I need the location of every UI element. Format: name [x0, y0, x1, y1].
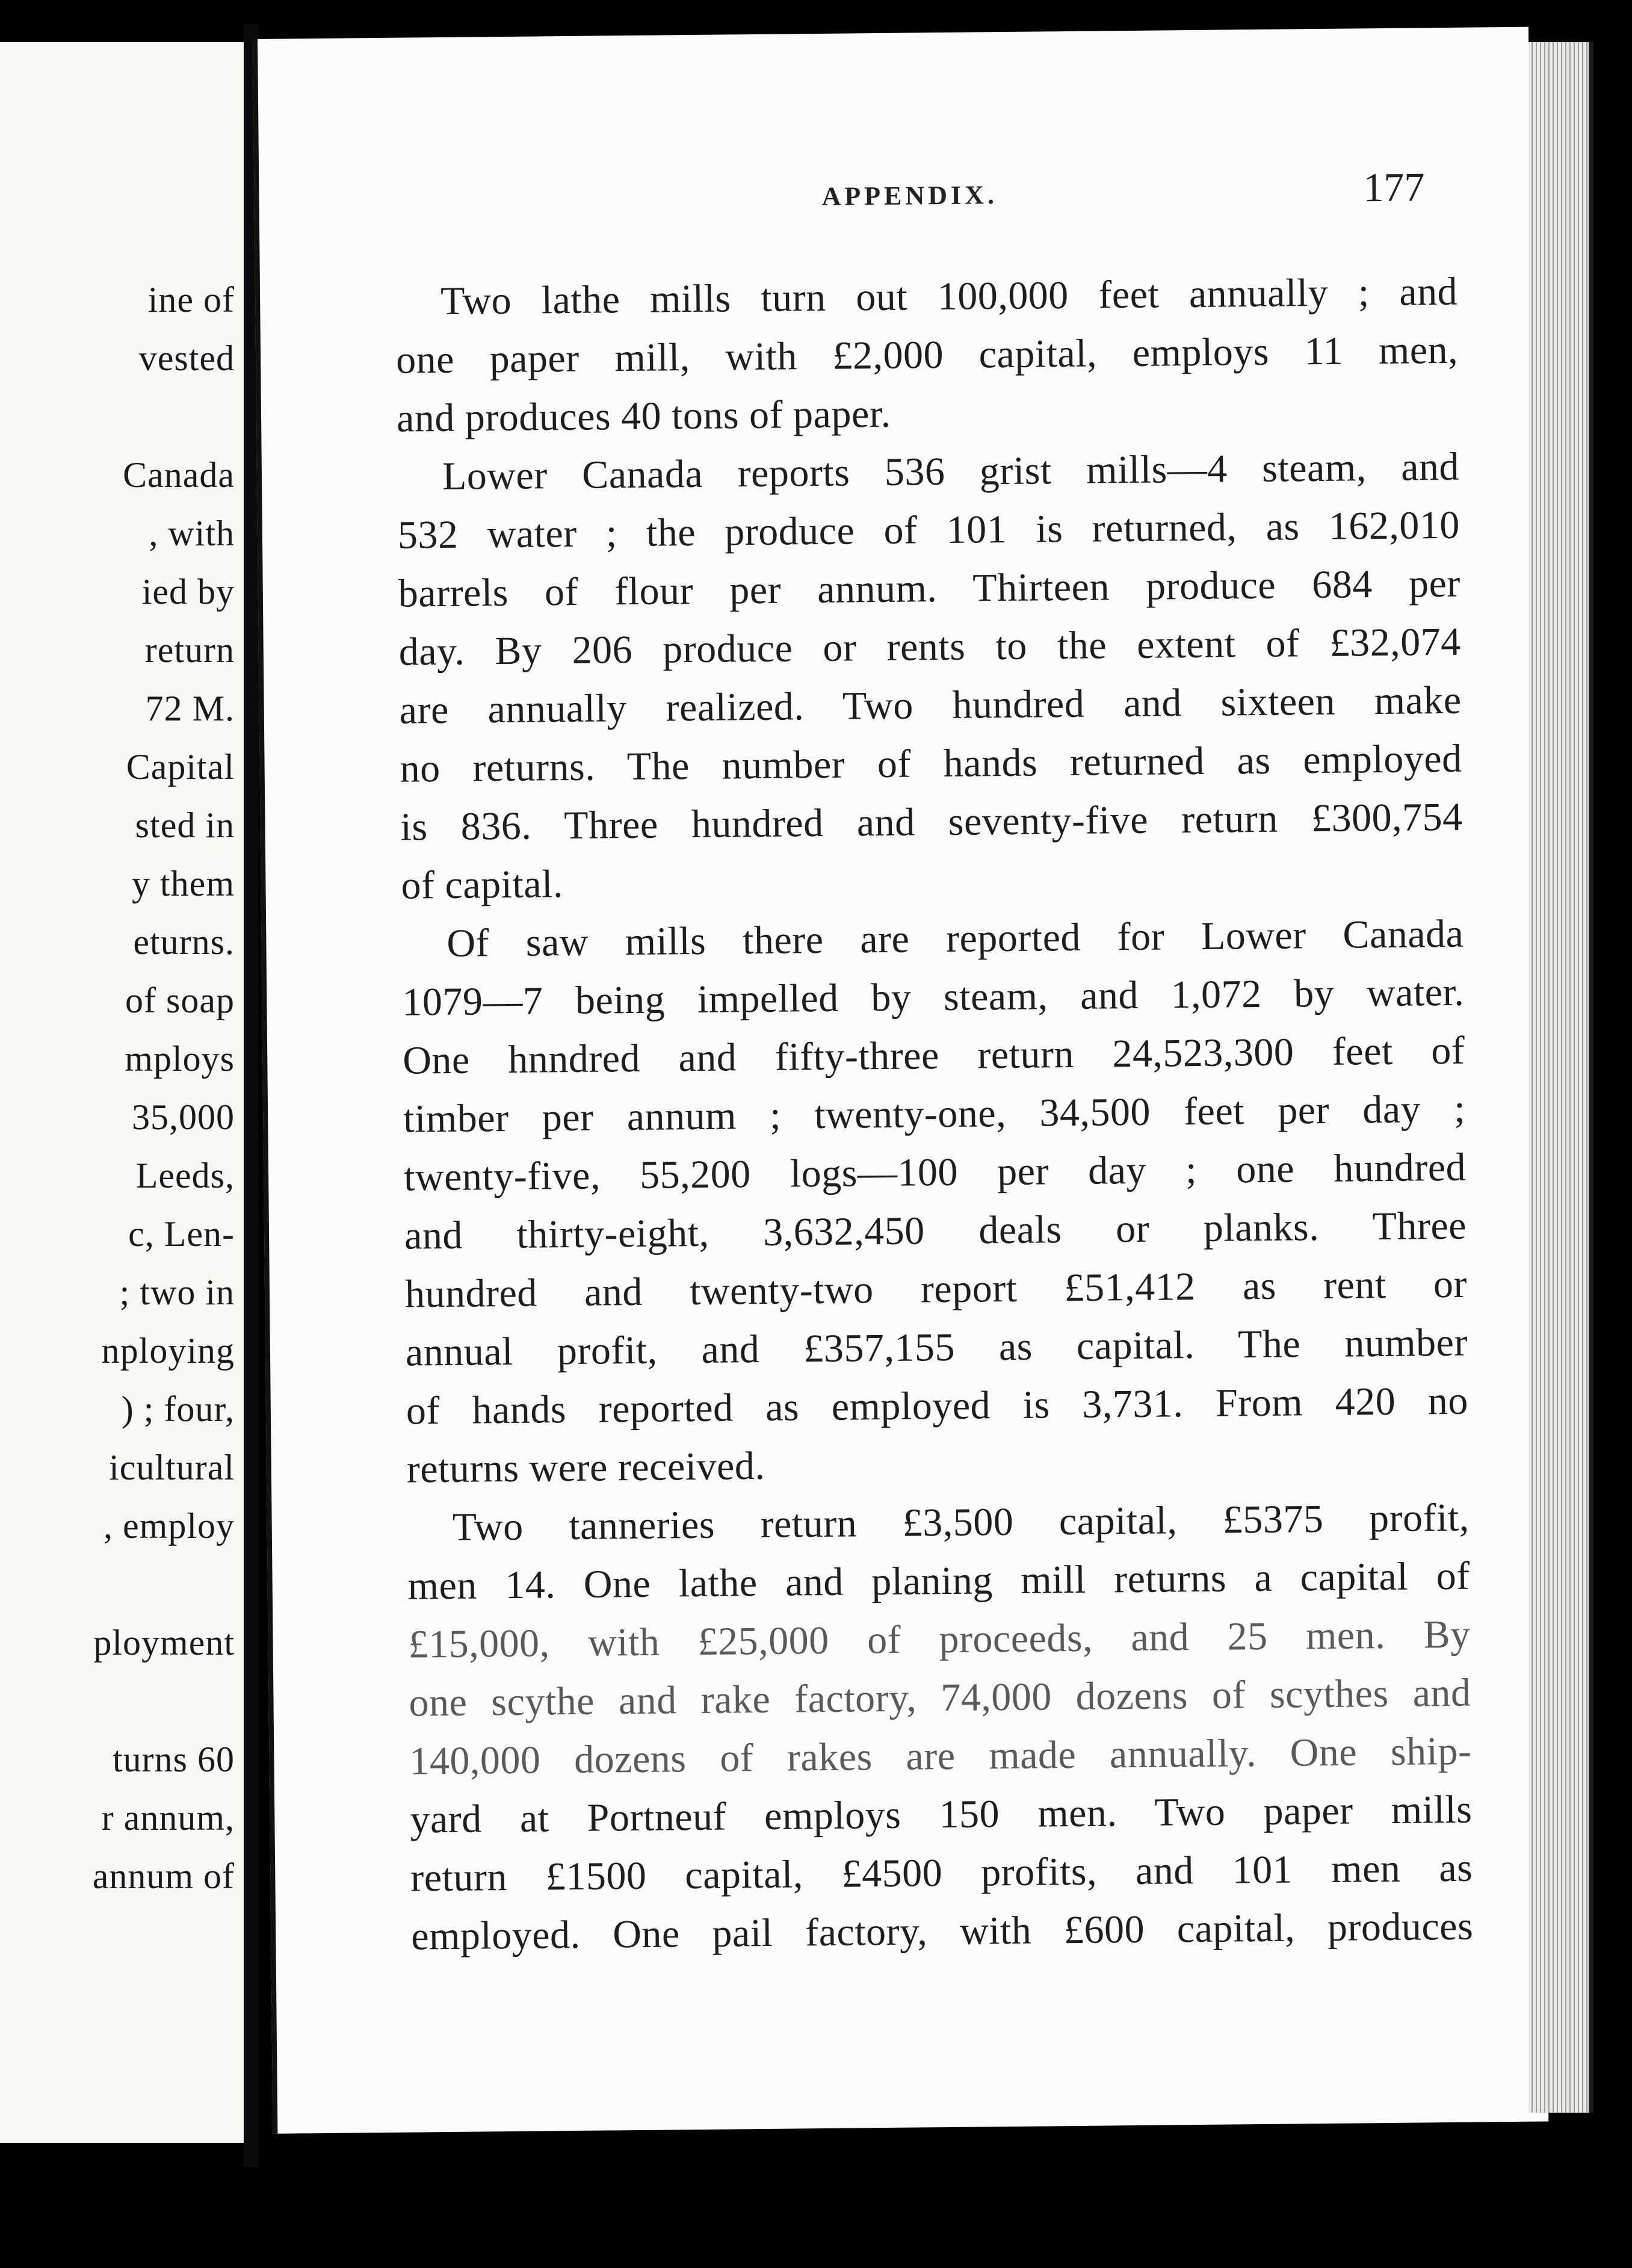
previous-page-line: 35,000	[132, 1097, 235, 1137]
previous-page-line: 72 M.	[145, 689, 235, 728]
previous-page-line: , with	[149, 513, 235, 553]
text-line: Of saw mills there are reported for Lower Canada	[447, 911, 1464, 965]
page-body	[395, 262, 1474, 1966]
previous-page-line: ied by	[141, 572, 235, 612]
text-line: barrels of flour per annum. Thirteen produce 684 per	[398, 561, 1461, 616]
previous-page-line: c, Len-	[128, 1214, 235, 1254]
running-head: APPENDIX.	[821, 180, 998, 211]
previous-page-line: ine of	[147, 280, 235, 320]
text-line: twenty-five, 55,200 logs—100 per day ; one hundred	[403, 1145, 1467, 1200]
text-line: timber per annum ; twenty-one, 34,500 feet per day ;	[403, 1086, 1466, 1141]
previous-page-line: Leeds,	[135, 1156, 235, 1195]
text-line: £15,000, with £25,000 of proceeds, and 25 men. By	[408, 1612, 1471, 1667]
previous-page-line: Canada	[123, 455, 235, 495]
text-line: day. By 206 produce or rents to the extent of £32,074	[398, 619, 1462, 674]
previous-page-line: ployment	[93, 1623, 235, 1662]
text-line: returns were received.	[406, 1443, 765, 1492]
previous-page-line: mploys	[125, 1039, 235, 1079]
previous-page-text	[0, 271, 235, 1906]
text-line: hundred and twenty-two report £51,412 as rent or	[404, 1262, 1468, 1316]
text-line: Two lathe mills turn out 100,000 feet annually ; and	[440, 269, 1458, 324]
text-line: of capital.	[401, 862, 564, 908]
text-line: 140,000 dozens of rakes are made annually. One ship-	[409, 1729, 1472, 1783]
page-stack-edges	[1528, 42, 1593, 2113]
previous-page-line: Capital	[126, 747, 235, 787]
previous-page-line	[0, 1672, 235, 1730]
previous-page-line: turns 60	[113, 1740, 235, 1779]
text-line: One hnndred and fifty-three return 24,523,300 feet of	[402, 1028, 1465, 1083]
previous-page-line: vested	[138, 338, 235, 378]
text-line: return £1500 capital, £4500 profits, and 101 men as	[410, 1845, 1473, 1900]
previous-page-line	[0, 388, 235, 446]
previous-page-line: y them	[132, 864, 235, 903]
page-header	[259, 164, 1530, 241]
text-line: annual profit, and £357,155 as capital. The number	[405, 1320, 1468, 1375]
previous-page-line: nploying	[101, 1331, 235, 1371]
text-line: employed. One pail factory, with £600 capital, produces	[410, 1904, 1474, 1959]
text-line: yard at Portneuf employs 150 men. Two paper mills	[410, 1787, 1473, 1842]
previous-page-line: of soap	[125, 981, 235, 1020]
text-line: Lower Canada reports 536 grist mills—4 steam, and	[442, 444, 1460, 499]
previous-page-line: icultural	[109, 1448, 235, 1487]
previous-page-line: ; two in	[119, 1272, 235, 1312]
previous-page-line	[0, 1555, 235, 1614]
text-line: one paper mill, with £2,000 capital, employs 11 men,	[395, 327, 1459, 382]
text-line: 1079—7 being impelled by steam, and 1,072 by water.	[402, 970, 1465, 1024]
previous-page-line: annum of	[92, 1856, 235, 1896]
text-line: of hands reported as employed is 3,731. From 420 no	[406, 1378, 1469, 1433]
text-line: is 836. Three hundred and seventy-five return £300,754	[400, 795, 1463, 849]
previous-page	[0, 42, 247, 2143]
previous-page-line: return	[144, 630, 235, 670]
previous-page-line: eturns.	[133, 922, 235, 962]
current-page	[253, 27, 1548, 2134]
text-line: Two tanneries return £3,500 capital, £5375 profit,	[452, 1495, 1470, 1549]
page-number: 177	[1363, 164, 1425, 211]
text-line: no returns. The number of hands returned as employed	[400, 736, 1462, 791]
text-line: men 14. One lathe and planing mill returns a capital of	[407, 1554, 1470, 1608]
text-line: and produces 40 tons of paper.	[396, 391, 891, 441]
previous-page-line: sted in	[135, 805, 235, 845]
text-line: are annually realized. Two hundred and sixteen make	[399, 678, 1462, 733]
text-line: and thirty-eight, 3,632,450 deals or planks. Three	[404, 1203, 1467, 1258]
text-line: one scythe and rake factory, 74,000 dozens of scythes and	[409, 1670, 1471, 1725]
previous-page-line: ) ; four,	[121, 1389, 235, 1429]
previous-page-line: r annum,	[101, 1798, 235, 1838]
previous-page-line: , employ	[104, 1506, 235, 1546]
text-line: 532 water ; the produce of 101 is returned, as 162,010	[397, 503, 1460, 557]
